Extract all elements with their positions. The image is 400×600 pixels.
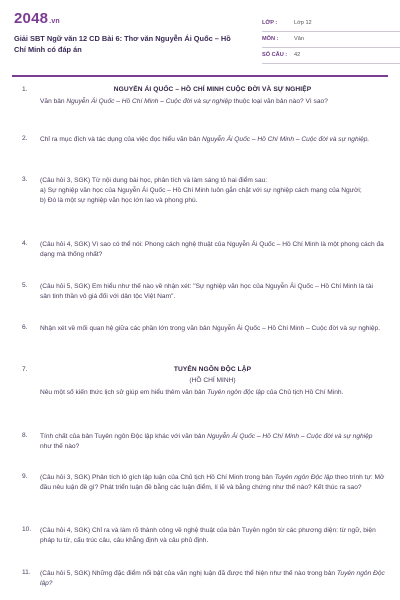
question-number: 1.: [22, 86, 28, 93]
document-title: Giải SBT Ngữ văn 12 CD Bài 6: Thơ văn Nguyễn Ái Quốc – Hồ Chí Minh có đáp án: [14, 34, 231, 54]
section-subtitle: (HỒ CHÍ MINH): [189, 377, 236, 384]
question-text: (Câu hỏi 5, SGK) Những đặc điểm nổi bật của văn nghị luận đã được thể hiện như thế nào trong bản Tuyên ngôn Độc lập?: [40, 570, 385, 587]
question-number: 4.: [22, 240, 28, 247]
question-text: (Câu hỏi 3, SGK) Phân tích lô gích lập luận của Chủ tịch Hồ Chí Minh trong bản Tuyên ngôn Độc lập theo trình tự: Mở đầu nêu luận đề gì? Phát triển luận đề bằng các luận điểm, lí lẽ và bằng chứng như thế nào? Kết thúc ra sao?: [40, 474, 385, 491]
question-number: 3.: [22, 176, 28, 183]
question-number: 2.: [22, 135, 28, 142]
meta-row-count: [262, 48, 400, 64]
question-number: 6.: [22, 324, 28, 331]
meta-label: MÔN :: [262, 36, 279, 42]
section-title: TUYÊN NGÔN ĐỘC LẬP: [173, 366, 252, 373]
meta-value: Văn: [294, 36, 304, 42]
question-text: Văn bản Nguyễn Ái Quốc – Hồ Chí Minh – Cuộc đời và sự nghiệp thuộc loại văn bản nào? Vì sao?: [40, 98, 328, 105]
meta-row-class: [262, 16, 400, 32]
question-text: (Câu hỏi 5, SGK) Em hiểu như thế nào về nhận xét: "Sự nghiệp văn học của Nguyễn Ái Quốc – Hồ Chí Minh là tài sản tinh thần vô giá đối với dân tộc Việt Nam".: [40, 283, 373, 300]
logo-suffix: .vn: [49, 18, 60, 25]
question-number: 10.: [22, 526, 32, 533]
meta-label: SỐ CÂU :: [262, 52, 288, 58]
site-logo[interactable]: [14, 10, 60, 27]
question-text: Nhận xét về mối quan hệ giữa các phần lớn trong văn bản Nguyễn Ái Quốc – Hồ Chí Minh – Cuộc đời và sự nghiệp.: [40, 325, 381, 332]
question-text: (Câu hỏi 4, SGK) Chỉ ra và làm rõ thành công về nghệ thuật của bản Tuyên ngôn từ các phương diện: từ ngữ, biện pháp tu từ, cấu trúc câu, câu khẳng định và câu phủ định.: [40, 527, 376, 544]
question-number: 7.: [22, 366, 28, 373]
section-title: NGUYỄN ÁI QUỐC – HỒ CHÍ MINH CUỘC ĐỜI VÀ SỰ NGHIỆP: [113, 86, 312, 93]
meta-label: LỚP :: [262, 20, 278, 26]
meta-info: [262, 16, 400, 64]
question-number: 8.: [22, 432, 28, 439]
page-header: [12, 10, 388, 72]
question-text: Chỉ ra mục đích và tác dụng của việc đọc hiểu văn bản Nguyễn Ái Quốc – Hồ Chí Minh – Cuộc đời và sự nghiệp.: [40, 136, 370, 143]
question-text: Tính chất của bản Tuyên ngôn Độc lập khác với văn bản Nguyễn Ái Quốc – Hồ Chí Minh – Cuộc đời và sự nghiệp như thế nào?: [40, 433, 373, 450]
question-number: 9.: [22, 473, 28, 480]
question-text: Nêu một số kiến thức lịch sử giúp em hiểu thêm văn bản Tuyên ngôn độc lập của Chủ tịch Hồ Chí Minh.: [40, 389, 344, 396]
meta-value: Lớp 12: [294, 20, 312, 26]
question-text: (Câu hỏi 4, SGK) Vì sao có thể nói: Phong cách nghệ thuật của Nguyễn Ái Quốc – Hồ Chí Minh là một phong cách đa dạng mà thống nhất?: [40, 241, 384, 258]
question-number: 5.: [22, 282, 28, 289]
logo-text: 2048: [14, 10, 49, 27]
question-number: 11.: [22, 569, 31, 576]
meta-value: 42: [294, 52, 301, 58]
meta-row-subject: [262, 32, 400, 48]
header-divider: [12, 75, 388, 77]
question-text: (Câu hỏi 3, SGK) Từ nội dung bài học, phân tích và làm sáng tỏ hai điểm sau: a) Sự nghiệp văn học của Nguyễn Ái Quốc – Hồ Chí Minh luôn gắn chặt với sự nghiệp cách mạng của Người; b) Đó là một sự nghiệp văn học lớn lao và phong phú.: [40, 177, 362, 204]
